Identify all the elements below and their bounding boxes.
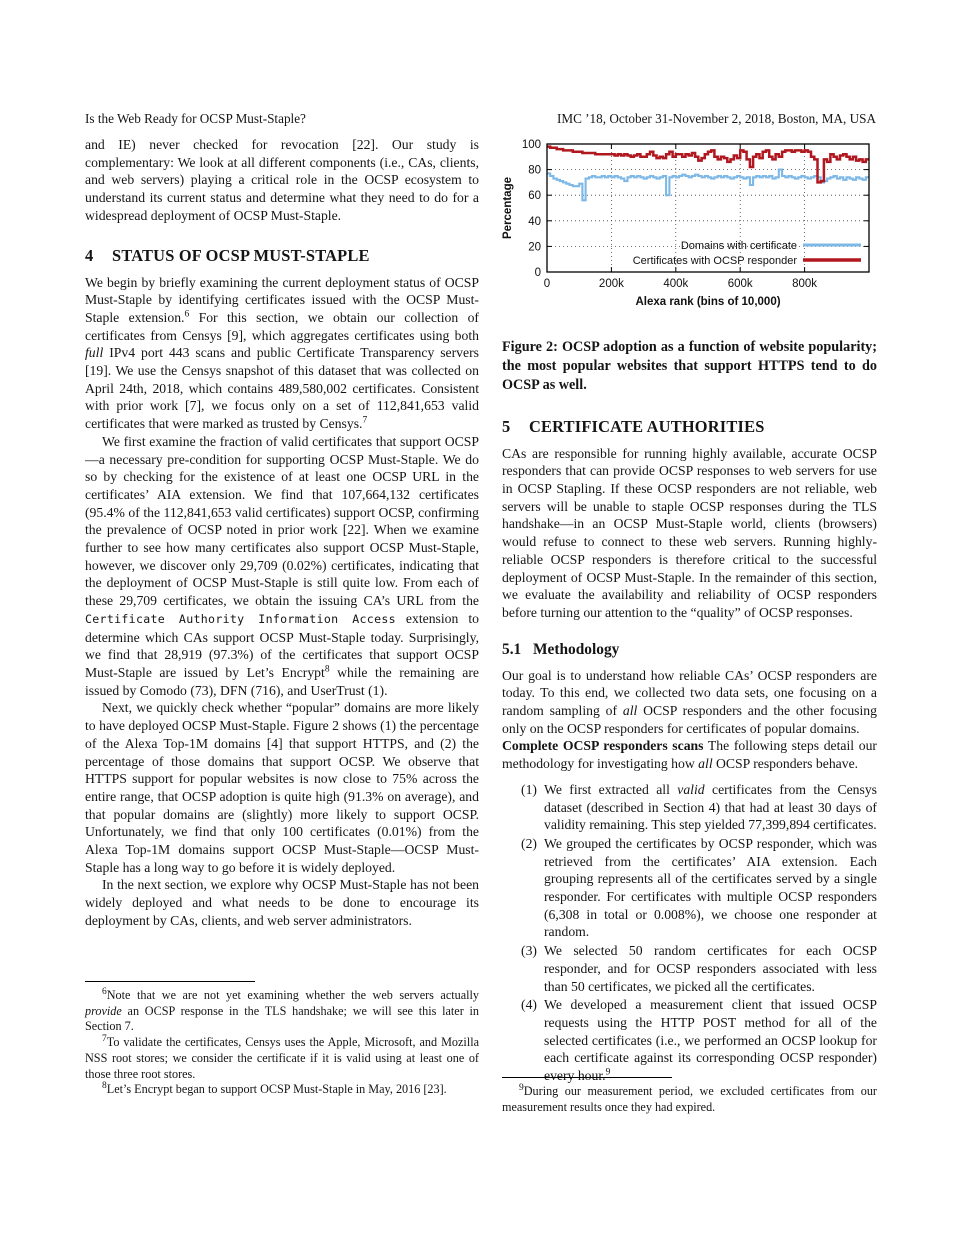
figure-2-chart <box>500 136 877 321</box>
running-head-right: IMC ’18, October 31-November 2, 2018, Boston, MA, USA <box>556 111 876 126</box>
list-text: We first extracted all valid certificates from the Censys dataset (described in Section 4) that had at least 30 days of validity remaining. This step yielded 77,399,894 certificates. <box>544 781 877 833</box>
section-title: STATUS OF OCSP MUST-STAPLE <box>112 245 370 265</box>
footnote-rule <box>502 1077 672 1078</box>
right-column <box>502 136 877 1196</box>
section-number: 4 <box>85 245 94 265</box>
section-5-heading <box>502 417 877 436</box>
list-item <box>502 835 877 941</box>
paragraph: We first examine the fraction of valid certificates that support OCSP—a necessary pre-condition for supporting OCSP Must-Staple. We do so by checking for the existence of at least one OCSP URL in the certificates’ AIA extension. We find that 107,664,132 certificates (95.4% of the 112,841,653 valid certificates) support OCSP, confirming the prevalence of OCSP noted in prior work [22]. When we examine further to see how many certificates also support OCSP Must-Staple, however, we discover only 29,709 (0.02%) certificates, indicating that the deployment of OCSP Must-Staple is still quite low. From each of these 29,709 certificates, we obtain the issuing CA’s URL from the Certificate Authority Information Access extension to determine which CAs support OCSP Must-Staple today. Surprisingly, we find that 28,919 (97.3%) of the certificates that support OCSP Must-Staple are issued by Let’s Encrypt$^8$ while the remaining are issued by Comodo (73), DFN (716), and UserTrust (1). <box>85 433 480 698</box>
x-tick-label: 0 <box>543 278 551 290</box>
y-tick-label: 40 <box>528 215 541 228</box>
paragraph: Our goal is to understand how reliable CAs’ OCSP responders are today. To this end, we collected two data sets, one focusing on a random sampling of all OCSP responders and the other focusing only on the OCSP responders for certificates of popular domains. <box>502 667 877 736</box>
running-head <box>85 111 876 127</box>
paragraph-intro: and IE) never checked for revocation [22]. Our study is complementary: We look at all different components (i.e., CAs, clients, and web servers) playing a critical role in the OCSP ecosystem to understand its current status and determine what they need to do for a widespread deployment of OCSP Must-Staple. <box>85 137 479 223</box>
list-marker: (4) <box>521 997 537 1013</box>
list-item <box>502 996 877 1085</box>
paragraph: In the next section, we explore why OCSP Must-Staple has not been widely deployed and what needs to be done to encourage its deployment by CAs, clients, and web server administrators. <box>85 877 479 928</box>
paragraph-scan-lead: Complete OCSP responders scans The following steps detail our methodology for investigating how all OCSP responders behave. <box>502 738 877 772</box>
list-text: We selected 50 random certificates for each OCSP responder, and for OCSP responders associated with less than 50 certificates, we picked all the certificates. <box>544 943 877 994</box>
y-tick-label: 60 <box>528 190 541 203</box>
y-tick-label: 20 <box>528 241 541 254</box>
left-column <box>85 136 479 1196</box>
list-marker: (2) <box>521 835 537 851</box>
paragraph: CAs are responsible for running highly available, accurate OCSP responders that can provide OCSP responses to web servers for use in OCSP Stapling. If these OCSP responders are not reliable, web servers will be unable to staple OCSP responses during the TLS handshake—in an OCSP Must-Staple world, clients (browsers) would refuse to connect to these web servers. Running highly-reliable OCSP responders is therefore critical to the successful deployment of OCSP Must-Staple. In the remainder of this section, we evaluate the availability and reliability of OCSP responders before turning our attention to the “quality” of OCSP responses. <box>502 445 877 620</box>
list-text: We developed a measurement client that issued OCSP requests using the HTTP POST method for all of the selected certificates (i.e., we performed an OCSP lookup for each certificate against its corresponding OCSP responder) every hour.$^9$ <box>544 997 877 1084</box>
paragraph: Next, we quickly check whether “popular” domains are more likely to have deployed OCSP Must-Staple. Figure 2 shows (1) the percentage of the Alexa Top-1M domains [4] that support HTTPS, and (2) the percentage of those domains that support OCSP. We observe that HTTPS support for popular websites is now close to 75% across the entire range, that OCSP adoption is quite high (91.3% on average), and that popular domains are (slightly) more likely to support OCSP. Unfortunately, we find that only 100 certificates (0.01%) from the Alexa Top-1M domains support OCSP Must-Staple—OCSP Must-Staple has a long way to go before it is widely deployed. <box>85 700 479 875</box>
x-axis-label: Alexa rank (bins of 10,000) <box>635 296 781 308</box>
list-item <box>502 781 877 834</box>
figure-2-caption: Figure 2: OCSP adoption as a function of website popularity; the most popular websites that support HTTPS tend to do OCSP as well. <box>502 339 877 394</box>
section-number: 5.1 <box>502 640 522 658</box>
footnote-7: $^7$To validate the certificates, Censys uses the Apple, Microsoft, and Mozilla NSS root stores; we consider the certificate if it is valid using at least one of those three root stores. <box>85 1034 479 1081</box>
list-marker: (1) <box>521 781 537 797</box>
x-tick-label: 800k <box>792 278 818 290</box>
footnote-8: $^8$Let’s Encrypt began to support OCSP Must-Staple in May, 2016 [23]. <box>102 1081 447 1097</box>
footnote-9: $^9$During our measurement period, we excluded certificates from our measurement results once they had expired. <box>502 1082 877 1114</box>
y-axis-label: Percentage <box>502 176 514 240</box>
figure-2 <box>502 136 877 396</box>
footnote-rule <box>85 981 255 982</box>
methodology-steps <box>502 781 877 1085</box>
x-tick-label: 600k <box>727 278 753 290</box>
paragraph: We begin by briefly examining the current deployment status of OCSP Must-Staple by identifying certificates issued with the OCSP Must-Staple extension.$^6$ For this section, we obtain our collection of certificates from Censys [9], which aggregates certificates using both full IPv4 port 443 scans and public Certificate Transparency servers [19]. We use the Censys snapshot of this dataset that was collected on April 24th, 2018, which contains 489,580,002 certificates. Consistent with prior work [7], we focus only on a set of 112,841,653 valid certificates that were marked as trusted by Censys.$^7$ <box>85 274 479 432</box>
list-text: We grouped the certificates by OCSP responder, which was retrieved from the certificates’ AIA extension. Each grouping represents all of the certificates served by a single responder. For certificates with multiple OCSP responders (6,308 in total or 0.008%), we choose one responder at random. <box>544 835 877 940</box>
y-tick-label: 0 <box>534 267 541 279</box>
legend-label: Certificates with OCSP responder <box>632 255 797 267</box>
x-tick-label: 400k <box>663 278 689 290</box>
legend-label: Domains with certificate <box>680 240 797 252</box>
footnote-6: $^6$Note that we are not yet examining whether the web servers actually provide an OCSP response in the TLS handshake; we will see this later in Section 7. <box>85 986 479 1034</box>
section-4-heading <box>85 246 479 265</box>
section-title: CERTIFICATE AUTHORITIES <box>529 416 765 436</box>
section-number: 5 <box>502 416 511 436</box>
list-marker: (3) <box>521 943 537 959</box>
footnote-block-right <box>502 1077 877 1115</box>
footnote-block-left <box>85 981 479 1098</box>
figure-2-plot <box>500 136 876 316</box>
section-title: Methodology <box>533 640 620 658</box>
y-tick-label: 80 <box>528 164 541 177</box>
series-domains <box>547 170 869 201</box>
section-5-1-heading <box>502 641 877 659</box>
y-tick-label: 100 <box>521 139 541 151</box>
running-head-left: Is the Web Ready for OCSP Must-Staple? <box>85 111 306 126</box>
list-item <box>502 942 877 995</box>
x-tick-label: 200k <box>598 278 624 290</box>
